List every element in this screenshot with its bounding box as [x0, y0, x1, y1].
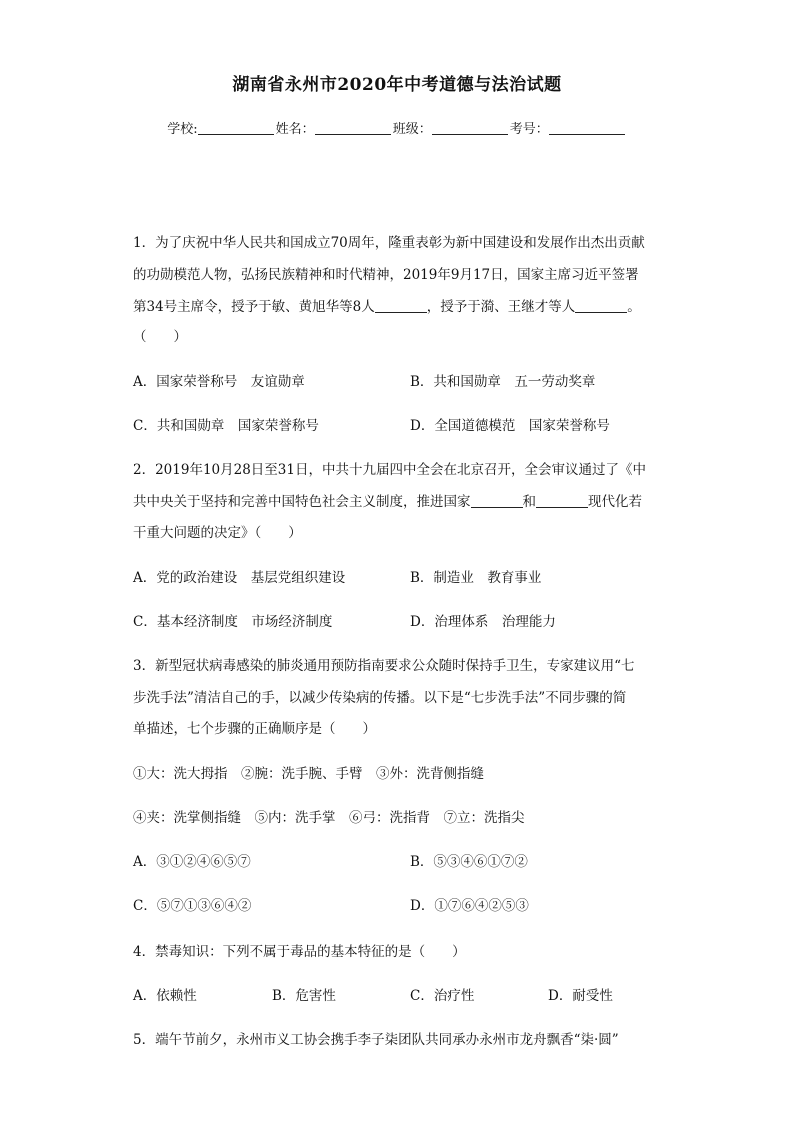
class-blank[interactable]: [432, 120, 508, 135]
q1-line2: 的功勋模范人物，弘扬民族精神和时代精神，2019年9月17日，国家主席习近平签署: [133, 267, 639, 283]
q2-line2-c: 现代化若: [588, 494, 642, 510]
q2-line1: 2．2019年10月28日至31日，中共十九届四中全会在北京召开，全会审议通过了《中: [133, 462, 646, 478]
school-label: 学校:: [167, 122, 198, 137]
q2-option-b[interactable]: B．制造业 教育事业: [410, 570, 542, 586]
class-label: 班级：: [392, 122, 432, 137]
q4-option-c[interactable]: C．治疗性: [410, 988, 475, 1004]
q1-answer-bracket: （ ）: [133, 329, 187, 345]
q3-option-c[interactable]: C．⑤⑦①③⑥④②: [133, 898, 252, 914]
q1-line3-c: 。: [627, 299, 641, 315]
q1-line3-a: 第34号主席令，授予于敏、黄旭华等8人: [133, 299, 375, 315]
q3-steps-line2: ④夹：洗掌侧指缝 ⑤内：洗手掌 ⑥弓：洗指背 ⑦立：洗指尖: [133, 810, 525, 826]
q2-option-a[interactable]: A．党的政治建设 基层党组织建设: [133, 570, 346, 586]
q1-line3-b: ，授予于漪、王继才等人: [426, 299, 576, 315]
q3-steps-line1: ①大：洗大拇指 ②腕：洗手腕、手臂 ③外：洗背侧指缝: [133, 766, 484, 782]
number-blank[interactable]: [549, 120, 625, 135]
q4-option-a[interactable]: A．依赖性: [133, 988, 197, 1004]
q4-line1: 4．禁毒知识：下列不属于毒品的基本特征的是（ ）: [133, 944, 466, 960]
school-blank[interactable]: [198, 120, 274, 135]
name-label: 姓名：: [275, 122, 315, 137]
number-label: 考号：: [509, 122, 549, 137]
q2-line3: 干重大问题的决定》（ ）: [133, 525, 302, 541]
q3-option-a[interactable]: A．③①②④⑥⑤⑦: [133, 854, 251, 870]
q1-blank-1[interactable]: [375, 298, 427, 313]
q2-option-c[interactable]: C．基本经济制度 市场经济制度: [133, 614, 333, 630]
q1-option-b[interactable]: B．共和国勋章 五一劳动奖章: [410, 374, 596, 390]
q1-line1: 1．为了庆祝中华人民共和国成立70周年，隆重表彰为新中国建设和发展作出杰出贡献: [133, 235, 645, 251]
q1-option-d[interactable]: D．全国道德模范 国家荣誉称号: [410, 418, 610, 434]
q3-option-d[interactable]: D．①⑦⑥④②⑤③: [410, 898, 529, 914]
q2-option-d[interactable]: D．治理体系 治理能力: [410, 614, 556, 630]
q2-blank-1[interactable]: [471, 493, 523, 508]
q4-option-b[interactable]: B．危害性: [272, 988, 336, 1004]
q1-line3: [133, 297, 641, 317]
q3-line2: 步洗手法”清洁自己的手，以减少传染病的传播。以下是“七步洗手法”不同步骤的简: [133, 690, 627, 706]
q3-option-b[interactable]: B．⑤③④⑥①⑦②: [410, 854, 528, 870]
q1-option-a[interactable]: A．国家荣誉称号 友谊勋章: [133, 374, 305, 390]
student-info-row: [0, 118, 794, 137]
q4-option-d[interactable]: D．耐受性: [548, 988, 613, 1004]
q2-blank-2[interactable]: [536, 493, 588, 508]
q3-line1: 3．新型冠状病毒感染的肺炎通用预防指南要求公众随时保持手卫生，专家建议用“七: [133, 658, 635, 674]
q2-line2: [133, 492, 642, 512]
q2-line2-b: 和: [522, 494, 536, 510]
q3-line3: 单描述，七个步骤的正确顺序是（ ）: [133, 721, 376, 737]
name-blank[interactable]: [315, 120, 391, 135]
q5-line1: 5．端午节前夕，永州市义工协会携手李子柒团队共同承办永州市龙舟飘香“柒·圆”: [133, 1032, 619, 1048]
q1-blank-2[interactable]: [575, 298, 627, 313]
q1-option-c[interactable]: C．共和国勋章 国家荣誉称号: [133, 418, 319, 434]
q2-line2-a: 共中央关于坚持和完善中国特色社会主义制度，推进国家: [133, 494, 471, 510]
exam-title: 湖南省永州市2020年中考道德与法治试题: [232, 75, 562, 95]
